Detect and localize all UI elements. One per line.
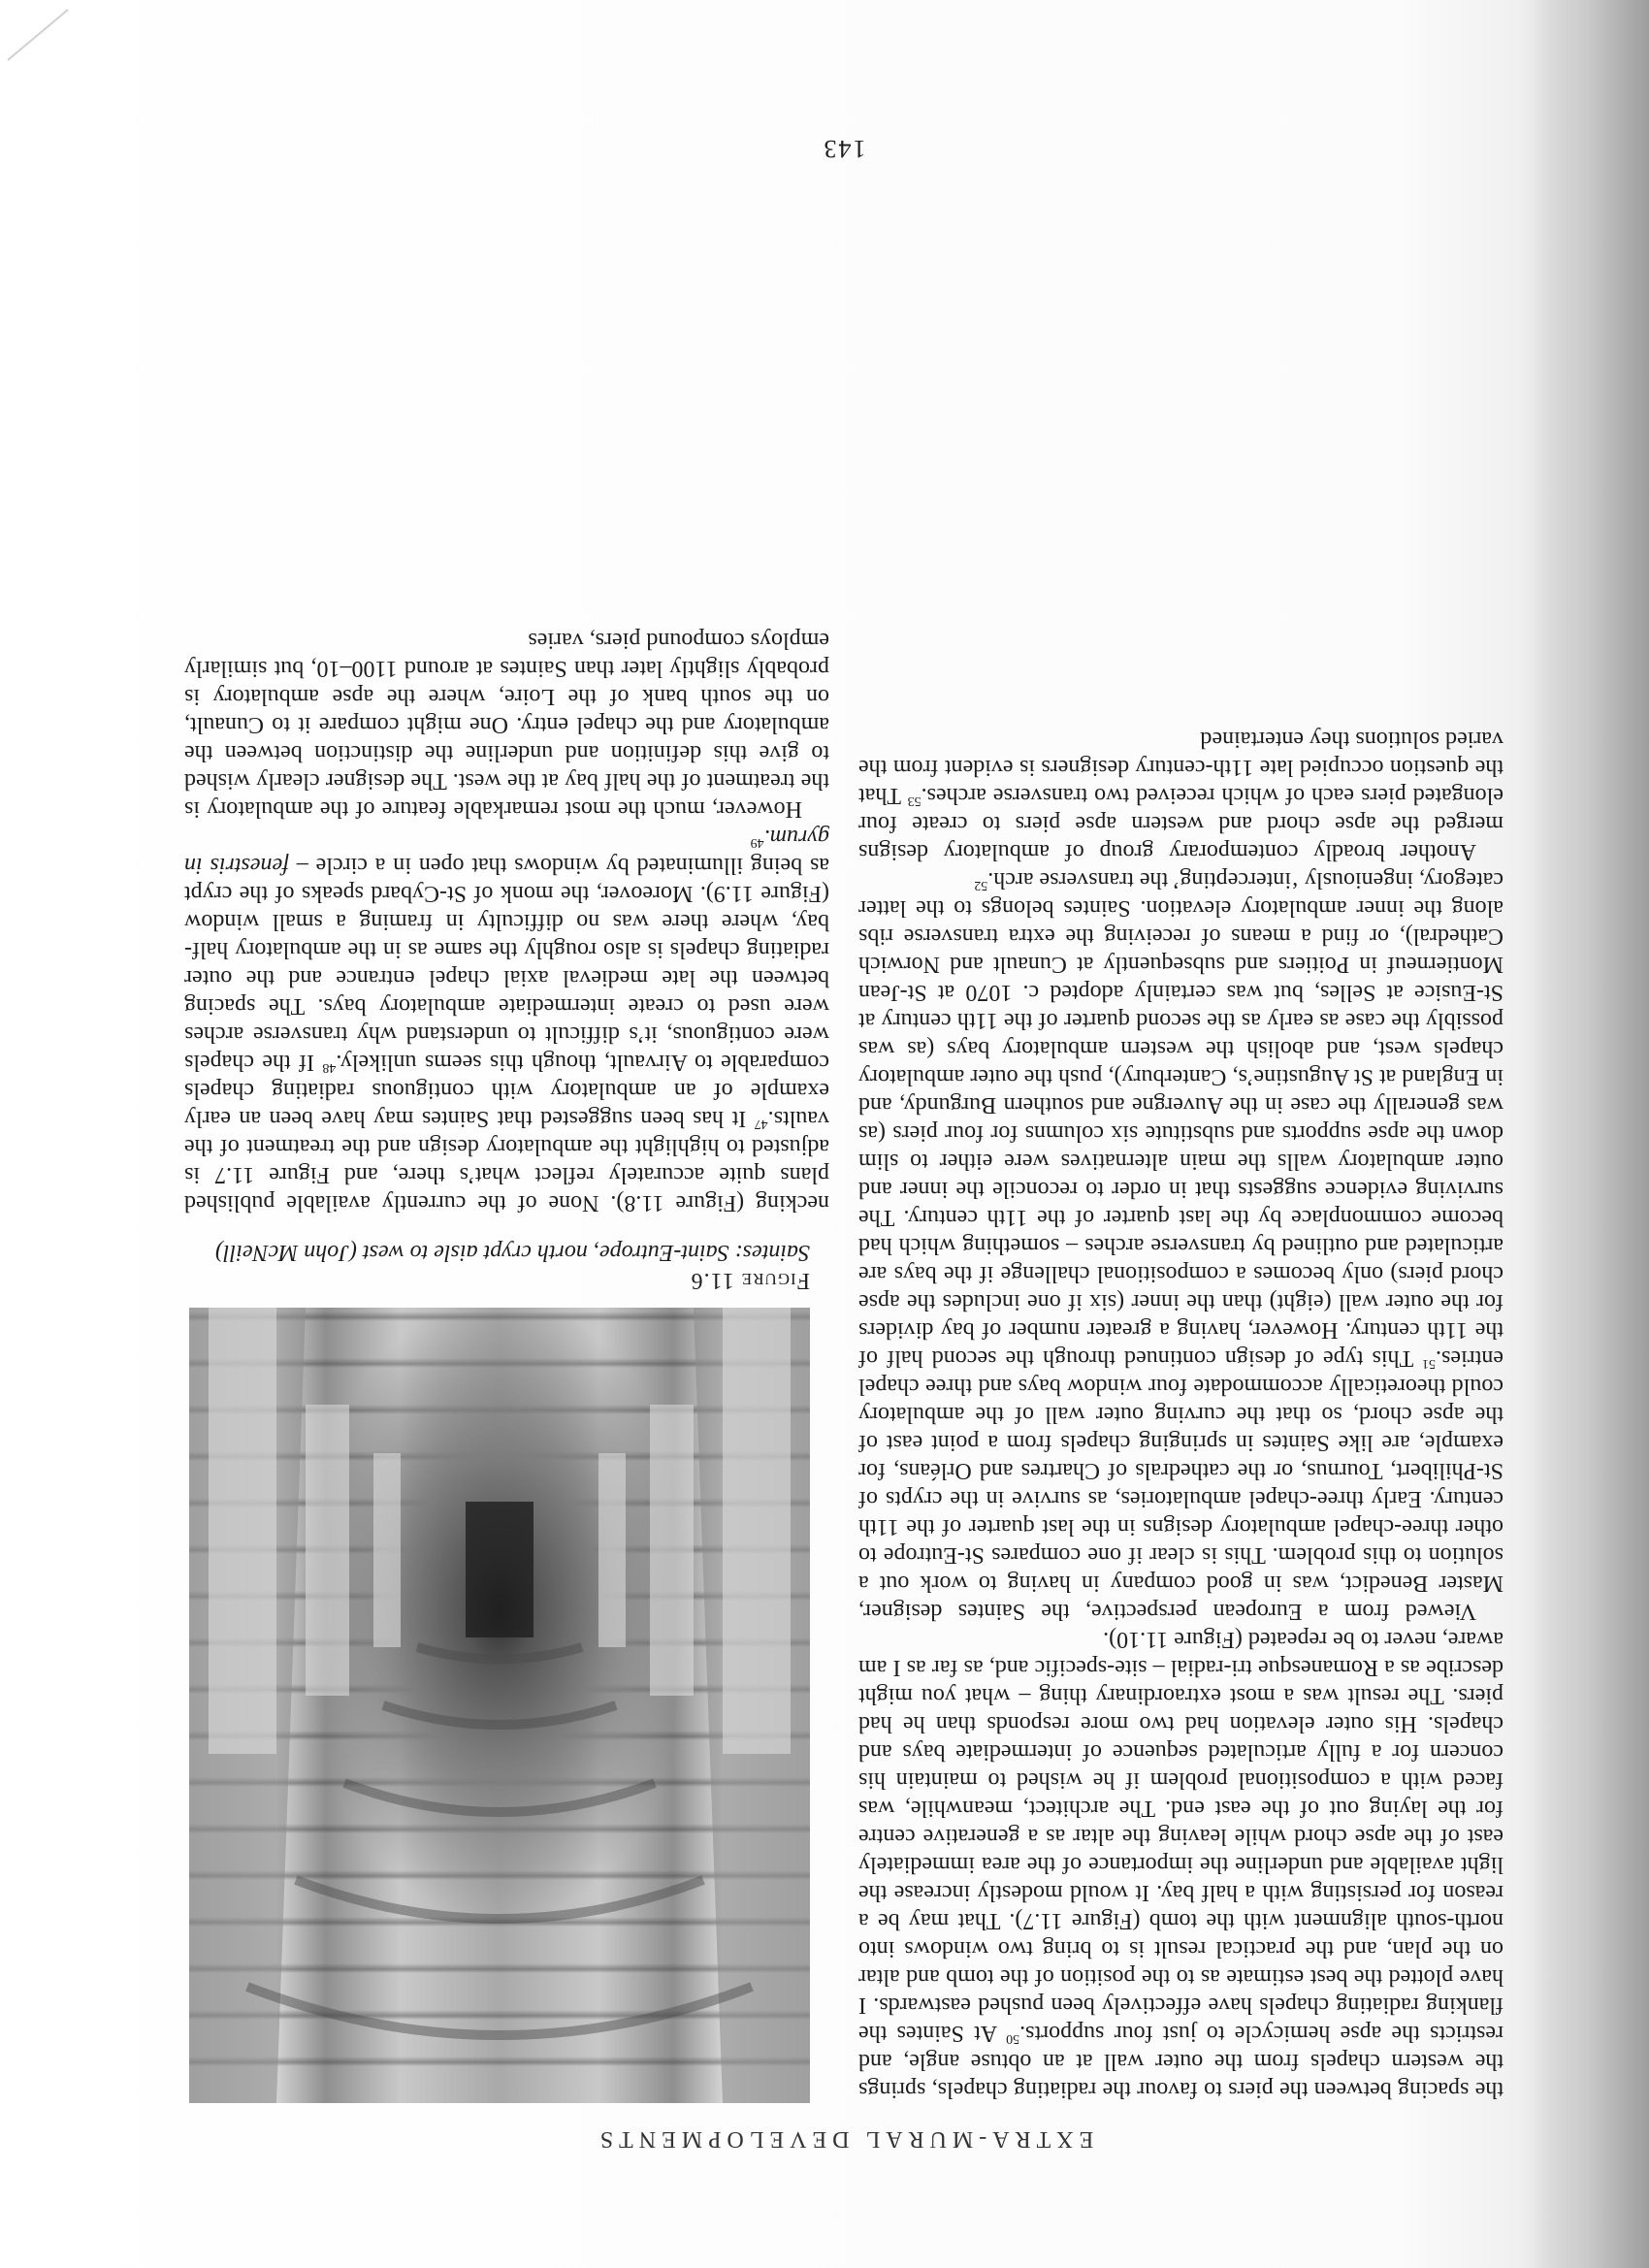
running-head: EXTRA-MURAL DEVELOPMENTS (594, 2126, 1094, 2152)
paragraph: necking (Figure 11.8). None of the currently available published plans quite accurately reflect what’s there, and Figure 11.7 is adjusted to highlight the ambulatory design and the treatment of the vaults.$^{47}$ It has been suggested that Saintes may have been an early example of an ambulatory with contiguous radiating chapels comparable to Airvault, though this seems unlikely.$^{48}$ If the chapels were contiguous, it’s difficult to understand why transverse arches were used to create intermediate ambulatory bays. The spacing between the late medieval axial chapel entrance and the outer radiating chapels is also roughly the same as in the ambulatory half-bay, where there was no difficulty in framing a small window (Figure 11.9). Moreover, the monk of St-Cybard speaks of the crypt as being illuminated by windows that open in a circle – fenestris in gyrum.$^{49}$ (183, 825, 829, 1215)
paragraph: the spacing between the piers to favour the radiating chapels, springs the western chapels from the outer wall at an obtuse angle, and restricts the apse hemicycle to just four supports.$^{50}$ At Saintes the flanking radiating chapels have effectively been pushed eastwards. I have plotted the best estimate as to the position of the tomb and altar on the plan, and the practical result is to bring two windows into north-south alignment with the tomb (Figure 11.7). That may be a reason for persisting with a half bay. It would modestly increase the light available and underline the importance of the area immediately east of the apse chord while leaving the altar as a generative centre for the laying out of the east end. The architect, meanwhile, was faced with a compositional problem if he wished to maintain his concern for a fully articulated sequence of intermediate bays and chapels. His outer elevation had two more responds than he had piers. The result was a most extraordinary thing – what you might describe as a Romanesque tri-radial – site-specific and, as far as I am aware, never to be repeated (Figure 11.10). (858, 1627, 1504, 2102)
footnote-ref: 49 (750, 835, 764, 850)
paragraph: Viewed from a European perspective, the Saintes designer, Master Benedict, was in good company in having to work out a solution to this problem. This is clear if one compares St-Eutrope to other three-chapel ambulatory designs in the last quarter of the 11th century. Early three-chapel ambulatories, as survive in the crypts of St-Philibert, Tournus, or the cathedrals of Chartres and Orléans, for example, are like Saintes in springing chapels from a point east of the apse chord, so that the curving outer wall of the ambulatory could theoretically accommodate four window bays and three chapel entries.$^{51}$ This type of design continued through the second half of the 11th century. However, having a greater number of bay dividers for the outer wall (eight) than the inner (six if one includes the apse chord piers) only becomes a compositional challenge if the bays are articulated and outlined by transverse arches – something which had become commonplace by the last quarter of the 11th century. The surviving evidence suggests that in order to reconcile the inner and outer ambulatory walls the main alternatives were either to slim down the apse supports and substitute six columns for four piers (as was generally the case in the Auvergne and southern Burgundy, and in England at St Augustine’s, Canterbury), push the outer ambulatory chapels west, and abolish the western ambulatory bays (as was possibly the case as early as the second quarter of the 11th century at St-Eusice at Selles, but was certainly adopted c. 1070 at St-Jean Montierneuf in Poitiers and subsequently at Cunault and Norwich Cathedral), or find a means of receiving the extra transverse ribs along the inner ambulatory elevation. Saintes belongs to the latter category, ingeniously ‘intercepting’ the transverse arch.$^{52}$ (858, 867, 1504, 1624)
page-number: 143 (822, 135, 866, 163)
footnote-ref: 52 (974, 878, 988, 892)
figure-label: Figure 11.6 (690, 1268, 810, 1293)
figure-caption-text: Saintes: Saint-Eutrope, north crypt aisle to west (John McNeill) (214, 1240, 810, 1265)
footnote-ref: 51 (1422, 1356, 1437, 1371)
footnote-ref: 48 (322, 1060, 337, 1075)
crypt-photograph (189, 1308, 810, 2103)
footnote-ref: 53 (907, 794, 922, 808)
paragraph: However, much the most remarkable feature of the ambulatory is the treatment of the half bay at the west. The designer clearly wished to give this definition and underline the distinction between the ambulatory and the chapel entry. One might compare it to Cunault, on the south bank of the Loire, where the apse ambulatory is probably slightly later than Saintes at around 1100–10, but similarly employs compound piers, varies (184, 628, 829, 822)
footnote-ref: 50 (1006, 2031, 1020, 2046)
left-column (858, 725, 1504, 2103)
paragraph: Another broadly contemporary group of ambulatory designs merged the apse chord and western apse piers to create four elongated piers each of which received two transverse arches.$^{53}$ That the question occupied late 11th-century designers is evident from the varied solutions they entertained (858, 727, 1504, 864)
scan-mark (0, 0, 116, 78)
right-column (184, 626, 829, 2103)
footnote-ref: 47 (754, 1117, 768, 1131)
figure-caption (184, 1238, 810, 1294)
